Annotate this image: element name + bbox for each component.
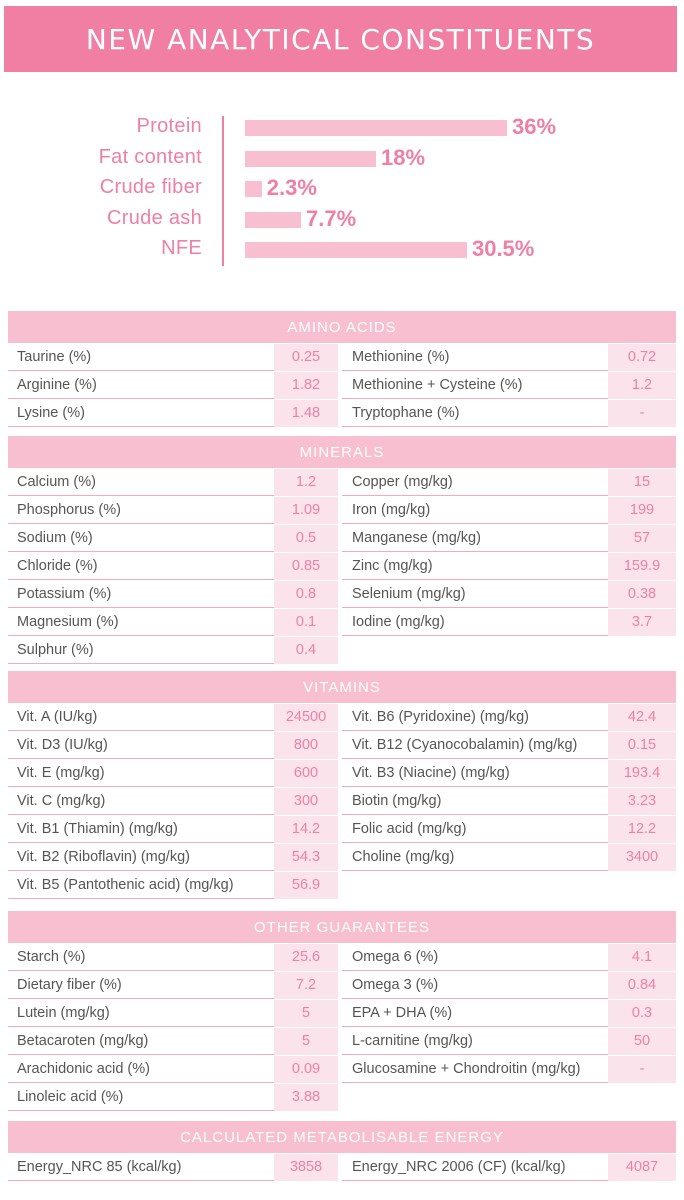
nutrient-label: Sodium (%) [8,525,274,552]
nutrient-value: 14.2 [274,816,338,843]
table-row [8,732,342,759]
table-row [342,1000,676,1027]
nutrient-value: 15 [608,469,676,496]
chart-category-label: Crude fiber [99,176,202,199]
nutrient-value: 57 [608,525,676,552]
chart-value-label: 18% [381,144,426,170]
nutrient-label: Selenium (mg/kg) [342,581,608,608]
nutrient-label: Arginine (%) [8,372,274,399]
table-row [342,1028,676,1055]
right-column [342,943,676,1111]
nutrient-value: 1.09 [274,497,338,524]
nutrient-value: 3858 [274,1154,338,1181]
nutrient-value: 0.85 [274,553,338,580]
table-row [342,553,676,580]
nutrient-value: 50 [608,1028,676,1055]
section-heading: AMINO ACIDS [8,311,676,343]
table-row [342,344,676,371]
nutrient-value: 0.3 [608,1000,676,1027]
table-row [8,1028,342,1055]
table-row [8,760,342,787]
chart-bar [245,151,376,167]
nutrient-label: Lutein (mg/kg) [8,1000,274,1027]
nutrient-label: Betacaroten (mg/kg) [8,1028,274,1055]
table-row [342,609,676,636]
nutrient-label: Vit. C (mg/kg) [8,788,274,815]
table-row [8,372,342,399]
left-column [8,468,342,664]
section-heading: VITAMINS [8,671,676,703]
table-row [8,972,342,999]
section-vitamins [8,671,676,899]
nutrient-value: 0.8 [274,581,338,608]
nutrient-label: Copper (mg/kg) [342,469,608,496]
section-grid [8,943,676,1111]
left-column [8,1153,342,1181]
chart-value-label: 30.5% [471,236,535,262]
nutrient-value: 159.9 [608,553,676,580]
chart-bar [245,181,262,197]
nutrient-label: Vit. B12 (Cyanocobalamin) (mg/kg) [342,732,608,759]
nutrient-label: Energy_NRC 85 (kcal/kg) [8,1154,274,1181]
nutrient-value: 5 [274,1028,338,1055]
table-row [342,581,676,608]
chart-row [0,143,684,174]
nutrient-value: 42.4 [608,704,676,731]
nutrient-label: Lysine (%) [8,400,274,427]
chart-value-label: 7.7% [306,205,357,231]
nutrient-label: Vit. E (mg/kg) [8,760,274,787]
chart-bar [245,212,301,228]
nutrient-value: 0.09 [274,1056,338,1083]
section-grid [8,1153,676,1181]
nutrient-label: Methionine + Cysteine (%) [342,372,608,399]
left-column [8,343,342,427]
nutrient-value: 600 [274,760,338,787]
nutrient-label: Choline (mg/kg) [342,844,608,871]
table-row [8,872,342,899]
right-column [342,468,676,664]
nutrient-label: Vit. D3 (IU/kg) [8,732,274,759]
table-row [342,788,676,815]
table-row [342,732,676,759]
table-row [342,1056,676,1083]
nutrient-label: Folic acid (mg/kg) [342,816,608,843]
nutrient-value: 4087 [608,1154,676,1181]
nutrient-label: L-carnitine (mg/kg) [342,1028,608,1055]
nutrient-label: Vit. A (IU/kg) [8,704,274,731]
table-row [8,816,342,843]
table-row [8,1154,342,1181]
nutrient-value: 0.15 [608,732,676,759]
nutrient-label: Starch (%) [8,944,274,971]
chart-row [0,112,684,143]
section-minerals [8,436,676,664]
table-row [8,400,342,427]
table-row [342,372,676,399]
nutrient-value: - [608,400,676,427]
table-row [8,1056,342,1083]
nutrient-value: 0.84 [608,972,676,999]
chart-category-label: Crude ash [107,206,202,229]
nutrient-value: 0.4 [274,637,338,664]
table-row [8,469,342,496]
nutrient-value: 4.1 [608,944,676,971]
right-column [342,1153,676,1181]
nutrient-label: Omega 6 (%) [342,944,608,971]
table-row [342,760,676,787]
nutrient-label: Chloride (%) [8,553,274,580]
table-row [8,637,342,664]
table-row [8,1084,342,1111]
section-grid [8,343,676,427]
nutrient-label: Methionine (%) [342,344,608,371]
table-row [8,525,342,552]
table-row [8,553,342,580]
nutrient-label: Glucosamine + Chondroitin (mg/kg) [342,1056,608,1083]
title-banner [4,6,677,72]
section-grid [8,703,676,899]
nutrient-label: Calcium (%) [8,469,274,496]
nutrient-value: 1.2 [608,372,676,399]
nutrient-label: Biotin (mg/kg) [342,788,608,815]
table-row [342,972,676,999]
section-heading: CALCULATED METABOLISABLE ENERGY [8,1121,676,1153]
chart-row [0,204,684,235]
nutrient-label: Tryptophane (%) [342,400,608,427]
nutrient-label: Vit. B2 (Riboflavin) (mg/kg) [8,844,274,871]
nutrient-value: 7.2 [274,972,338,999]
right-column [342,703,676,899]
nutrient-value: 54.3 [274,844,338,871]
left-column [8,703,342,899]
nutrient-value: 1.2 [274,469,338,496]
section-other-guarantees [8,911,676,1111]
section-calculated-metabolisable-energy [8,1121,676,1181]
chart-row [0,173,684,204]
table-row [8,1000,342,1027]
table-row [342,816,676,843]
nutrient-value: 193.4 [608,760,676,787]
section-grid [8,468,676,664]
nutrient-value: 0.38 [608,581,676,608]
nutrient-value: - [608,1056,676,1083]
nutrient-value: 199 [608,497,676,524]
section-heading: MINERALS [8,436,676,468]
table-row [8,704,342,731]
nutrient-label: Vit. B5 (Pantothenic acid) (mg/kg) [8,872,274,899]
left-column [8,943,342,1111]
nutrient-value: 1.48 [274,400,338,427]
nutrient-value: 0.1 [274,609,338,636]
table-row [342,1154,676,1181]
table-row [8,581,342,608]
chart-value-label: 2.3% [266,175,317,201]
table-row [342,497,676,524]
nutrient-value: 12.2 [608,816,676,843]
nutrient-label: Iron (mg/kg) [342,497,608,524]
nutrient-value: 24500 [274,704,338,731]
nutrient-value: 3.23 [608,788,676,815]
section-amino-acids [8,311,676,427]
right-column [342,343,676,427]
nutrient-label: Vit. B6 (Pyridoxine) (mg/kg) [342,704,608,731]
nutrient-label: Omega 3 (%) [342,972,608,999]
nutrient-value: 0.25 [274,344,338,371]
nutrient-value: 56.9 [274,872,338,899]
nutrient-value: 3.88 [274,1084,338,1111]
nutrient-label: Taurine (%) [8,344,274,371]
table-row [342,469,676,496]
chart-category-label: NFE [161,237,202,260]
chart-value-label: 36% [512,114,557,139]
chart-category-label: Fat content [98,145,202,168]
nutrient-label: Phosphorus (%) [8,497,274,524]
nutrient-label: Sulphur (%) [8,637,274,664]
chart-row [0,234,684,265]
nutrient-label: Manganese (mg/kg) [342,525,608,552]
table-row [8,944,342,971]
chart-bar [245,242,467,258]
table-row [8,788,342,815]
table-row [8,844,342,871]
nutrient-label: Vit. B1 (Thiamin) (mg/kg) [8,816,274,843]
page-title: NEW ANALYTICAL CONSTITUENTS [85,22,596,56]
nutrient-label: Zinc (mg/kg) [342,553,608,580]
table-row [342,525,676,552]
nutrient-value: 0.5 [274,525,338,552]
table-row [8,609,342,636]
table-row [342,400,676,427]
chart-bar [245,120,507,136]
table-row [8,497,342,524]
table-row [342,944,676,971]
table-row [342,704,676,731]
nutrient-value: 0.72 [608,344,676,371]
chart-category-label: Protein [136,115,202,137]
nutrient-label: Vit. B3 (Niacine) (mg/kg) [342,760,608,787]
nutrient-label: Potassium (%) [8,581,274,608]
nutrient-label: EPA + DHA (%) [342,1000,608,1027]
nutrient-label: Iodine (mg/kg) [342,609,608,636]
nutrient-label: Energy_NRC 2006 (CF) (kcal/kg) [342,1154,608,1181]
nutrient-label: Magnesium (%) [8,609,274,636]
nutrient-value: 300 [274,788,338,815]
table-row [8,344,342,371]
nutrient-label: Arachidonic acid (%) [8,1056,274,1083]
nutrient-value: 1.82 [274,372,338,399]
nutrient-label: Linoleic acid (%) [8,1084,274,1111]
nutrient-value: 5 [274,1000,338,1027]
nutrient-value: 800 [274,732,338,759]
nutrient-value: 3400 [608,844,676,871]
nutrient-label: Dietary fiber (%) [8,972,274,999]
section-heading: OTHER GUARANTEES [8,911,676,943]
nutrient-value: 25.6 [274,944,338,971]
nutrient-value: 3.7 [608,609,676,636]
table-row [342,844,676,871]
constituents-bar-chart [0,112,684,272]
